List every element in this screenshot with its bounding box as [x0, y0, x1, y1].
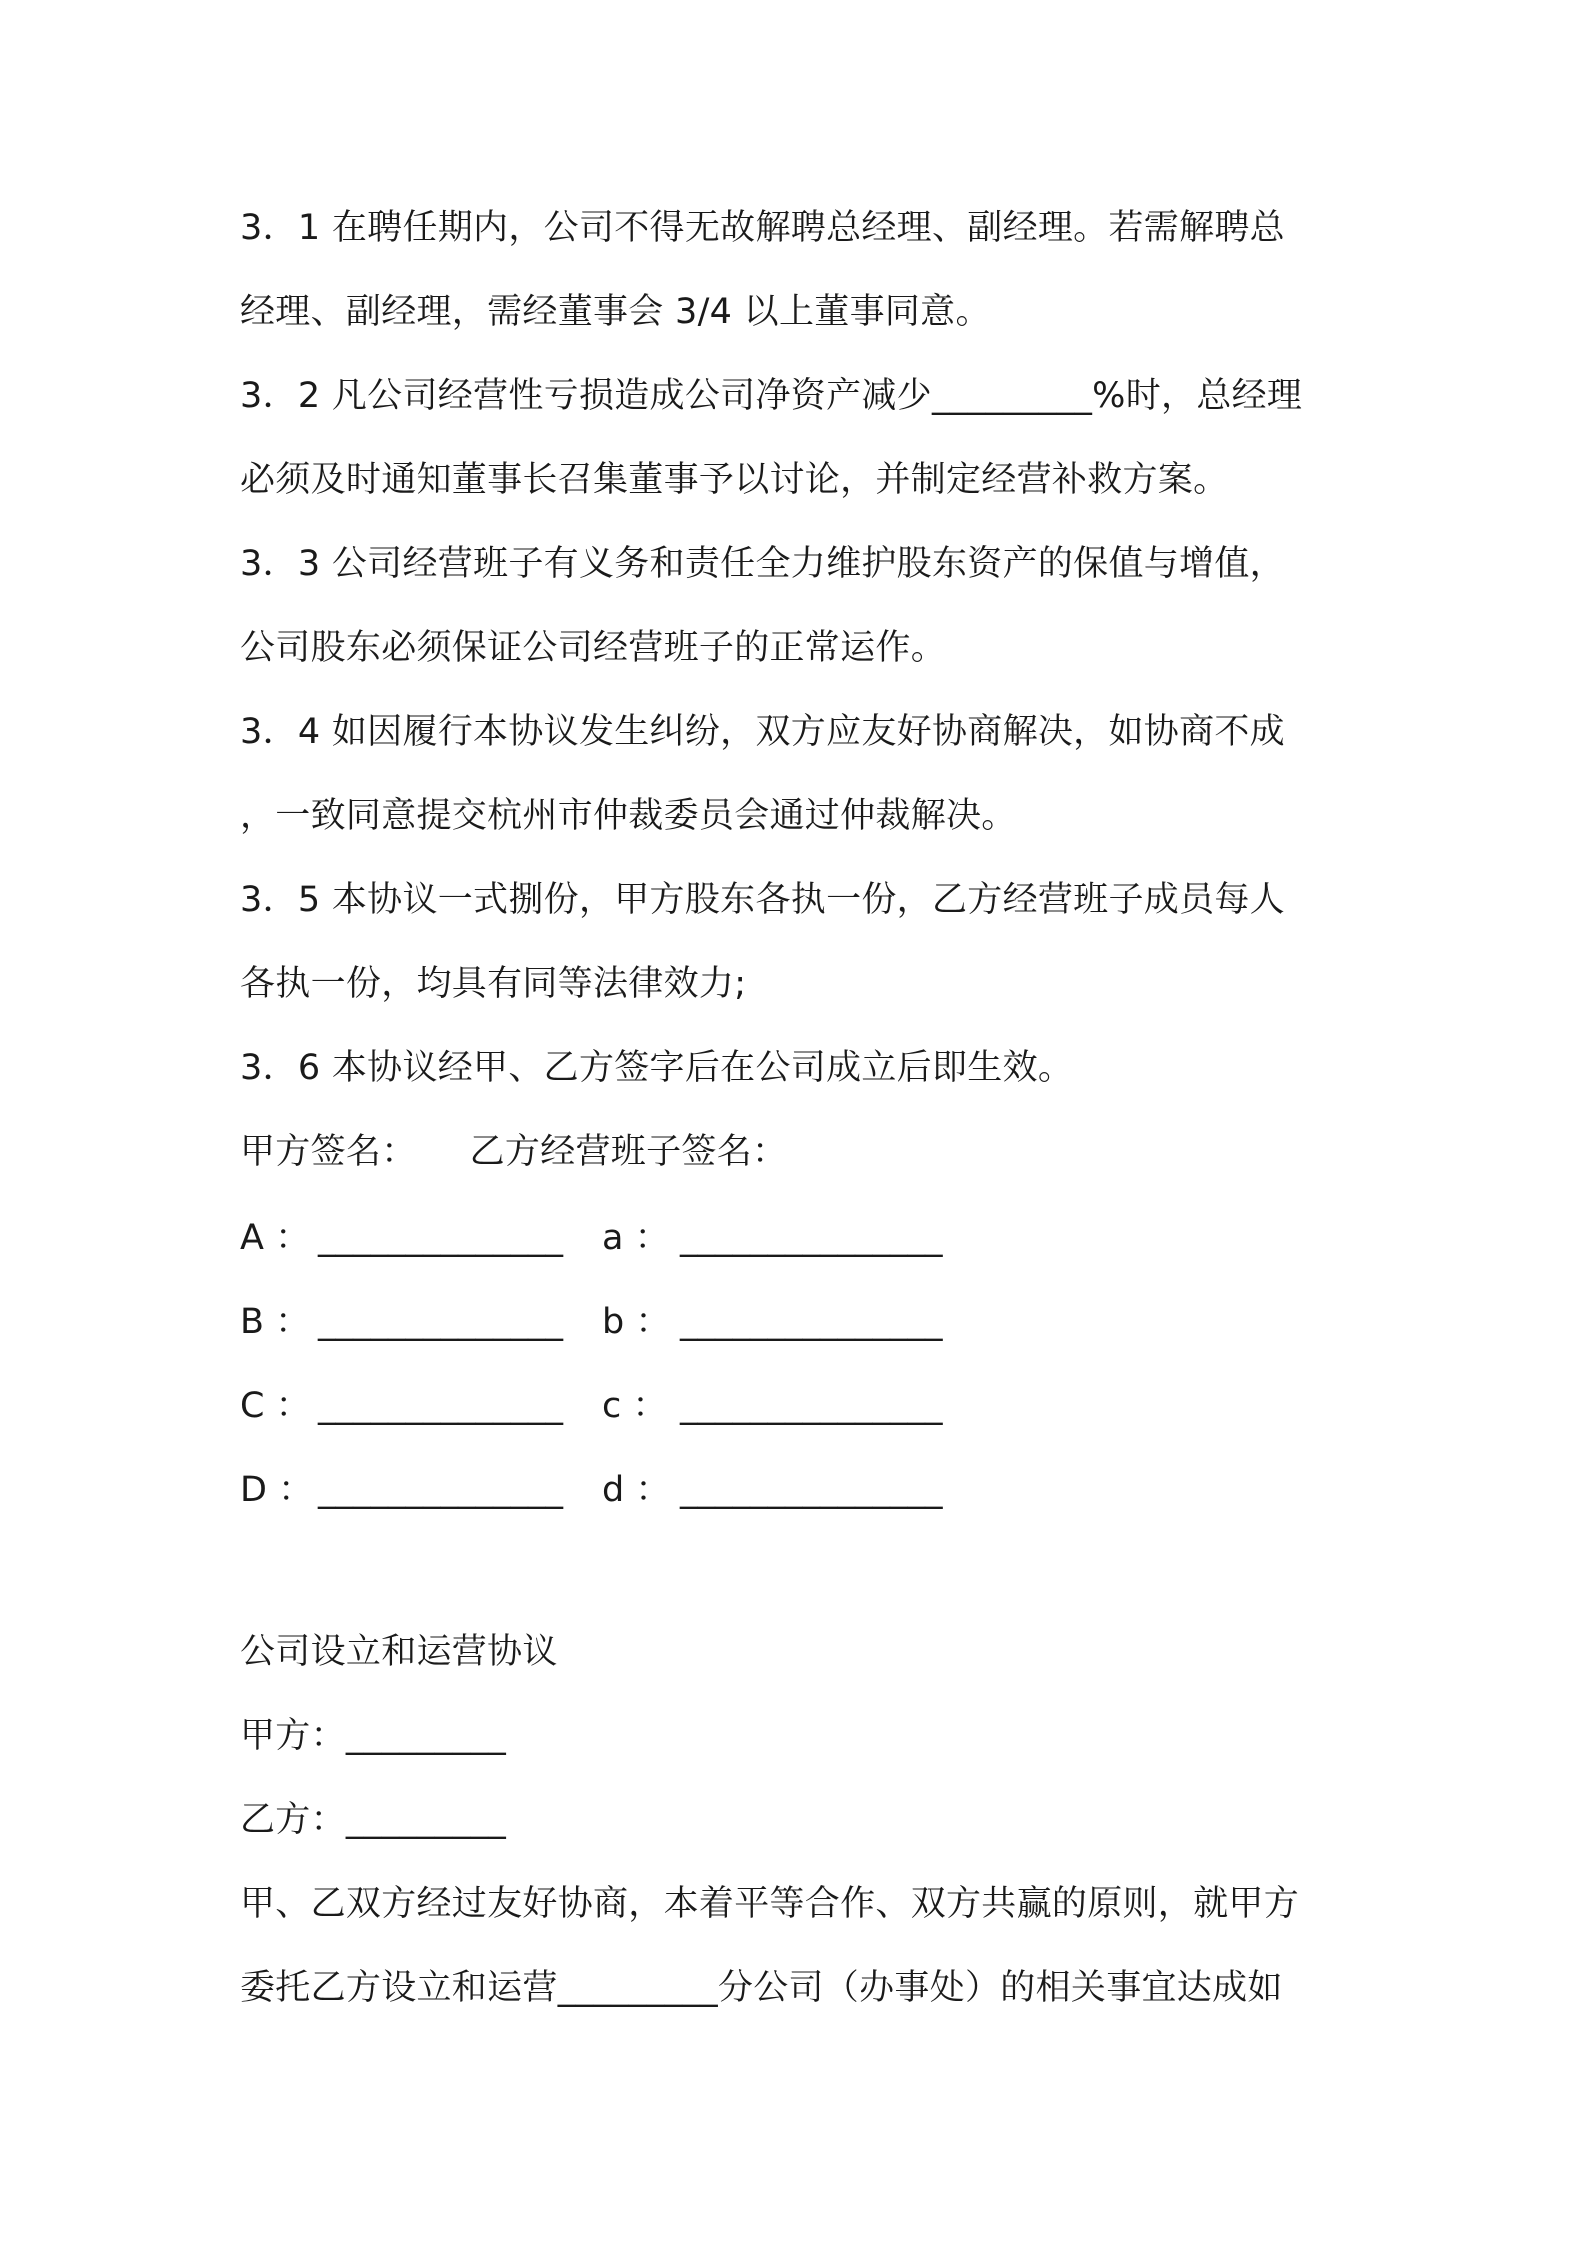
clause-3-5-line-1: 3．5 本协议一式捌份，甲方股东各执一份，乙方经营班子成员每人: [240, 880, 1285, 920]
signature-blank-party-b: _______________: [680, 1218, 943, 1258]
agreement-title: 公司设立和运营协议: [240, 1632, 558, 1672]
clause-3-2-line-1: 3．2 凡公司经营性亏损造成公司净资产减少_________%时，总经理: [240, 376, 1303, 416]
signature-label-party-b: a ：: [602, 1218, 670, 1258]
signature-blank-party-b: _______________: [680, 1470, 943, 1510]
party-b-line: 乙方：_________: [240, 1800, 507, 1840]
signature-header: 甲方签名： 乙方经营班子签名：: [240, 1132, 788, 1172]
clause-3-3-line-2: 公司股东必须保证公司经营班子的正常运作。: [240, 628, 947, 668]
signature-label-party-a: B ：: [240, 1302, 311, 1342]
signature-blank-party-a: ______________: [318, 1302, 563, 1342]
signature-blank-party-a: ______________: [318, 1386, 563, 1426]
signature-label-party-a: D ：: [240, 1470, 314, 1510]
clause-3-4-line-1: 3．4 如因履行本协议发生纠纷，双方应友好协商解决，如协商不成: [240, 712, 1285, 752]
clause-3-2-line-2: 必须及时通知董事长召集董事予以讨论，并制定经营补救方案。: [240, 460, 1229, 500]
clause-3-4-line-2: ，一致同意提交杭州市仲裁委员会通过仲裁解决。: [240, 796, 1017, 836]
signature-label-party-b: b ：: [602, 1302, 671, 1342]
agreement-intro-line-2: 委托乙方设立和运营_________分公司（办事处）的相关事宜达成如: [240, 1968, 1283, 2008]
signature-label-party-a: A ：: [240, 1218, 311, 1258]
clause-3-5-line-2: 各执一份，均具有同等法律效力;: [240, 964, 747, 1004]
signature-blank-party-b: _______________: [680, 1386, 943, 1426]
signature-label-party-b: c ：: [602, 1386, 668, 1426]
agreement-intro-line-1: 甲、乙双方经过友好协商，本着平等合作、双方共赢的原则，就甲方: [240, 1884, 1300, 1924]
clause-3-6-line-1: 3．6 本协议经甲、乙方签字后在公司成立后即生效。: [240, 1048, 1074, 1088]
signature-blank-party-a: ______________: [318, 1218, 563, 1258]
signature-label-party-b: d ：: [602, 1470, 671, 1510]
signature-blank-party-a: ______________: [318, 1470, 563, 1510]
clause-3-1-line-1: 3．1 在聘任期内，公司不得无故解聘总经理、副经理。若需解聘总: [240, 208, 1285, 248]
signature-blank-party-b: _______________: [680, 1302, 943, 1342]
clause-3-1-line-2: 经理、副经理，需经董事会 3/4 以上董事同意。: [240, 292, 991, 332]
party-a-line: 甲方：_________: [240, 1716, 507, 1756]
signature-label-party-a: C ：: [240, 1386, 311, 1426]
clause-3-3-line-1: 3．3 公司经营班子有义务和责任全力维护股东资产的保值与增值，: [240, 544, 1285, 584]
